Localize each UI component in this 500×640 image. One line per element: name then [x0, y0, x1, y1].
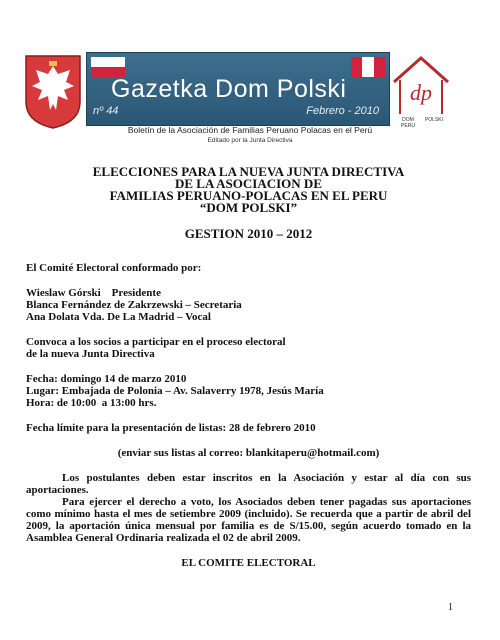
- member-line: Ana Dolata Vda. De La Madrid – Vocal: [26, 311, 211, 323]
- convocation: [26, 336, 471, 360]
- list-deadline: Fecha límite para la presentación de listas: 28 de febrero 2010: [26, 422, 316, 434]
- page-number: 1: [448, 602, 453, 613]
- term-period: GESTION 2010 – 2012: [184, 226, 313, 241]
- polish-eagle-emblem-icon: [22, 52, 84, 130]
- svg-text:dp: dp: [410, 80, 432, 105]
- issue-number: nº 44: [93, 105, 119, 117]
- newsletter-subtitle: Boletín de la Asociación de Familias Peruano Polacas en el Perú: [127, 125, 373, 135]
- email-instructions: (enviar sus listas al correo: blankitaperu@hotmail.com): [117, 447, 380, 459]
- logo-dom-text: DOM: [402, 117, 414, 123]
- convocation-line: de la nueva Junta Directiva: [26, 348, 155, 360]
- election-place: Lugar: Embajada de Polonia – Av. Salaverry 1978, Jesús María: [26, 385, 324, 397]
- election-hours: Hora: de 10:00 a 13:00 hrs.: [26, 397, 157, 409]
- issue-date: Febrero - 2010: [306, 105, 379, 117]
- newsletter-editor-line: Editado por la Junta Directiva: [207, 137, 293, 144]
- peru-flag-icon: [351, 57, 385, 77]
- heading-line: ELECCIONES PARA LA NUEVA JUNTA DIRECTIVA: [92, 164, 405, 179]
- newsletter-title: Gazetka Dom Polski: [111, 75, 347, 103]
- election-details: [26, 373, 471, 409]
- signature: EL COMITE ELECTORAL: [181, 557, 316, 569]
- masthead-banner: [86, 52, 390, 126]
- convocation-line: Convoca a los socios a participar en el proceso electoral: [26, 336, 286, 348]
- newsletter-header: [0, 0, 500, 165]
- logo-peru-text: PERU: [401, 123, 415, 128]
- voting-paragraph: Para ejercer el derecho a voto, los Asociados deben tener pagadas sus aportaciones como mínimo hasta el mes de setiembre 2009 (incluido). Se recuerda que a partir de abril del 2009, la aportación única mensual por familia es de S/15.00, según acuerdo tomado en la Asamblea General Ordinaria realizada el 02 de abril 2009.: [26, 496, 471, 544]
- candidates-paragraph: Los postulantes deben estar inscritos en la Asociación y estar al día con sus aportaciones.: [26, 472, 471, 496]
- logo-polski-text: POLSKI: [424, 117, 444, 123]
- poland-flag-icon: [91, 57, 125, 77]
- heading-line: “DOM POLSKI”: [199, 200, 298, 215]
- heading-line: DE LA ASOCIACION DE: [174, 176, 322, 191]
- member-line: Blanca Fernández de Zakrzewski – Secretaria: [26, 299, 242, 311]
- election-date: Fecha: domingo 14 de marzo 2010: [26, 373, 187, 385]
- member-line: Wieslaw Górski Presidente: [26, 287, 161, 299]
- announcement-heading: [26, 166, 471, 214]
- committee-intro: El Comité Electoral conformado por:: [26, 262, 202, 274]
- announcement-body: [26, 166, 471, 569]
- committee-members: [26, 287, 471, 323]
- dom-polski-logo-icon: [390, 52, 452, 128]
- heading-line: FAMILIAS PERUANO-POLACAS EN EL PERU: [109, 188, 388, 203]
